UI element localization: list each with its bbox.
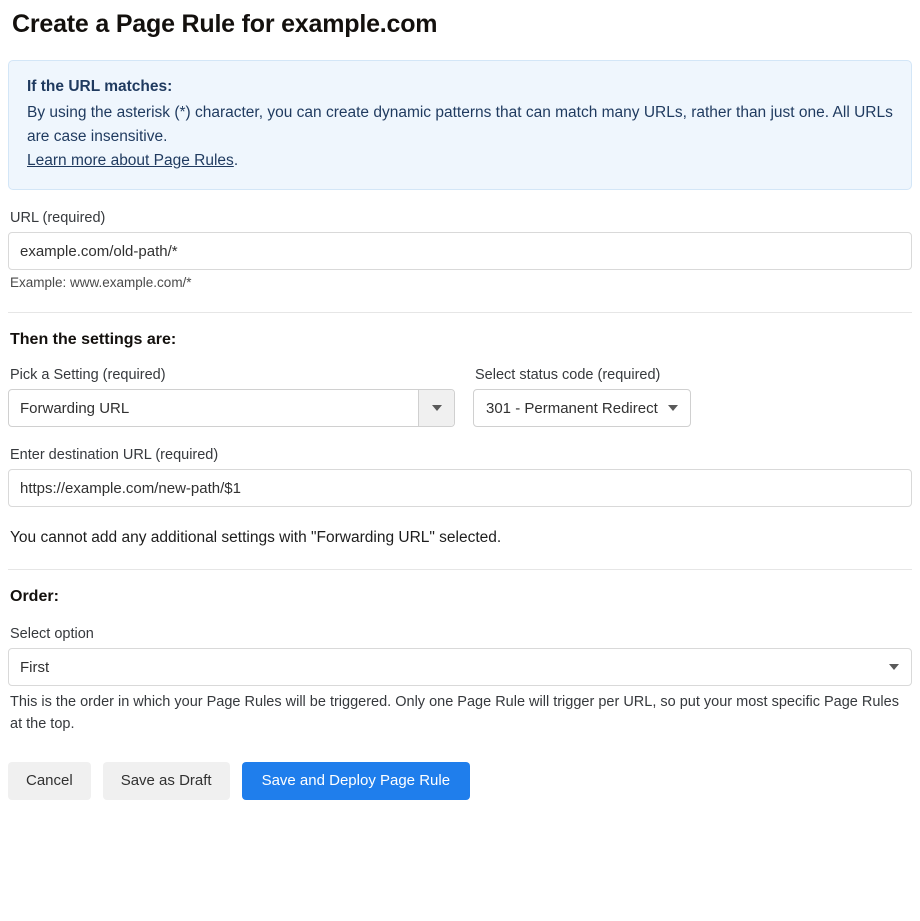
destination-url-input[interactable] [8, 469, 912, 507]
destination-url-label: Enter destination URL (required) [10, 447, 219, 464]
order-heading: Order: [10, 588, 59, 606]
chevron-down-icon [889, 649, 899, 685]
order-help-text: This is the order in which your Page Rules will be triggered. Only one Page Rule will trigger per URL, so put your most specific Page Rules at the top. [10, 694, 899, 732]
status-code-label: Select status code (required) [475, 367, 661, 384]
pick-setting-select[interactable] [8, 389, 455, 427]
form-actions [8, 762, 912, 800]
save-as-draft-button[interactable]: Save as Draft [103, 762, 230, 800]
url-match-info-box [8, 60, 912, 190]
settings-heading: Then the settings are: [10, 331, 177, 349]
settings-row [8, 367, 912, 427]
url-input[interactable] [8, 232, 912, 270]
pick-setting-label: Pick a Setting (required) [10, 367, 166, 384]
divider-settings [8, 312, 912, 313]
info-link-suffix: . [233, 152, 239, 170]
status-code-value: 301 - Permanent Redirect [486, 399, 658, 417]
info-body: By using the asterisk (*) character, you can create dynamic patterns that can match many URLs, rather than just one. All URLs are case insensitive. [27, 104, 893, 146]
forwarding-url-note: You cannot add any additional settings with "Forwarding URL" selected. [10, 529, 502, 547]
save-and-deploy-button[interactable]: Save and Deploy Page Rule [242, 762, 470, 800]
page-title: Create a Page Rule for example.com [12, 10, 438, 38]
url-field-label: URL (required) [10, 210, 106, 227]
status-code-group [473, 367, 718, 427]
chevron-down-icon [432, 405, 442, 411]
learn-more-link[interactable]: Learn more about Page Rules [27, 152, 234, 170]
pick-setting-value: Forwarding URL [20, 399, 130, 417]
cancel-button[interactable]: Cancel [8, 762, 91, 800]
status-code-select[interactable] [473, 389, 691, 427]
info-heading: If the URL matches: [27, 78, 173, 95]
url-field-hint: Example: www.example.com/* [10, 275, 192, 291]
divider-order [8, 569, 912, 570]
order-select-value: First [20, 658, 50, 676]
pick-setting-dropdown-button[interactable] [418, 390, 454, 426]
order-select[interactable] [8, 648, 912, 686]
order-select-label: Select option [10, 626, 94, 643]
chevron-down-icon [668, 405, 678, 411]
pick-setting-group [8, 367, 455, 427]
